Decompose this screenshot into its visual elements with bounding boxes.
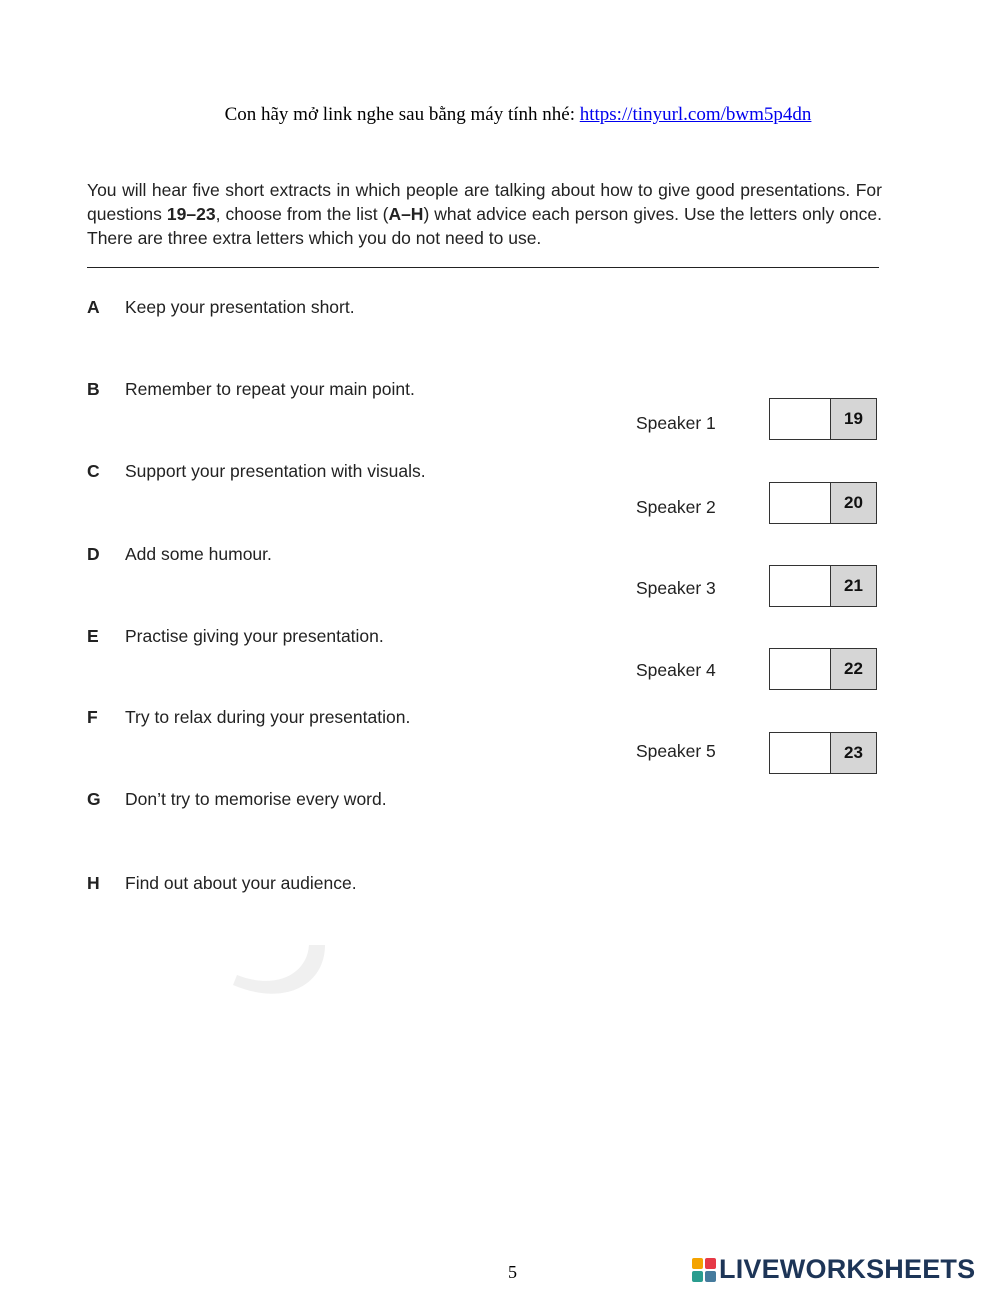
answer-box-23 [769, 732, 877, 774]
option-letter: D [87, 544, 100, 564]
instructions-part-3: ) what advice each person gives. Use the letters only once. There are three extra letters which you do not need to use. [87, 204, 883, 248]
answer-input-22[interactable] [770, 649, 831, 689]
answer-input-20[interactable] [770, 483, 831, 523]
option-a [87, 297, 355, 318]
option-letter: A [87, 297, 100, 317]
intro-text: Con hãy mở link nghe sau bằng máy tính nhé: [224, 104, 580, 125]
task-instructions [87, 178, 882, 250]
option-text: Try to relax during your presentation. [125, 707, 411, 727]
letter-range: A–H [388, 204, 424, 224]
question-number: 21 [831, 566, 876, 606]
option-h [87, 873, 357, 894]
liveworksheets-logo-icon [692, 1258, 716, 1282]
option-text: Keep your presentation short. [125, 297, 355, 317]
answer-box-20 [769, 482, 877, 524]
question-range: 19–23 [166, 204, 216, 224]
option-c [87, 461, 426, 482]
question-number: 20 [831, 483, 876, 523]
option-text: Remember to repeat your main point. [125, 379, 415, 399]
page-number: 5 [508, 1262, 517, 1282]
option-text: Don’t try to memorise every word. [125, 789, 387, 809]
option-text: Support your presentation with visuals. [125, 461, 426, 481]
option-letter: E [87, 626, 99, 646]
audio-link[interactable]: https://tinyurl.com/bwm5p4dn [579, 104, 812, 125]
option-d [87, 544, 272, 565]
option-letter: C [87, 461, 100, 481]
option-f [87, 707, 410, 728]
speaker-3-label: Speaker 3 [636, 578, 716, 598]
instructions-part-2: , choose from the list ( [215, 204, 389, 224]
option-letter: B [87, 379, 100, 399]
answer-input-23[interactable] [770, 733, 831, 773]
option-letter: G [87, 789, 101, 809]
brand [692, 1254, 975, 1285]
speaker-5-label: Speaker 5 [636, 741, 716, 761]
answer-input-19[interactable] [770, 399, 831, 439]
question-number: 23 [831, 733, 876, 773]
answer-input-21[interactable] [770, 566, 831, 606]
option-b [87, 379, 415, 400]
watermark-arc-icon [225, 945, 330, 1005]
option-e [87, 626, 384, 647]
question-number: 19 [831, 399, 876, 439]
brand-wordmark: LIVEWORKSHEETS [719, 1254, 976, 1284]
question-number: 22 [831, 649, 876, 689]
option-text: Add some humour. [125, 544, 272, 564]
option-g [87, 789, 387, 810]
speaker-1-label: Speaker 1 [636, 413, 716, 433]
option-text: Practise giving your presentation. [125, 626, 384, 646]
option-letter: F [87, 707, 98, 727]
speaker-4-label: Speaker 4 [636, 660, 716, 680]
intro-line [0, 104, 1000, 126]
divider [87, 267, 879, 268]
speaker-2-label: Speaker 2 [636, 497, 716, 517]
answer-box-19 [769, 398, 877, 440]
option-letter: H [87, 873, 100, 893]
instructions-part-1: You will hear five short extracts in which people are talking about how to give good presentations. For questions [87, 180, 882, 224]
answer-box-21 [769, 565, 877, 607]
option-text: Find out about your audience. [125, 873, 357, 893]
answer-box-22 [769, 648, 877, 690]
